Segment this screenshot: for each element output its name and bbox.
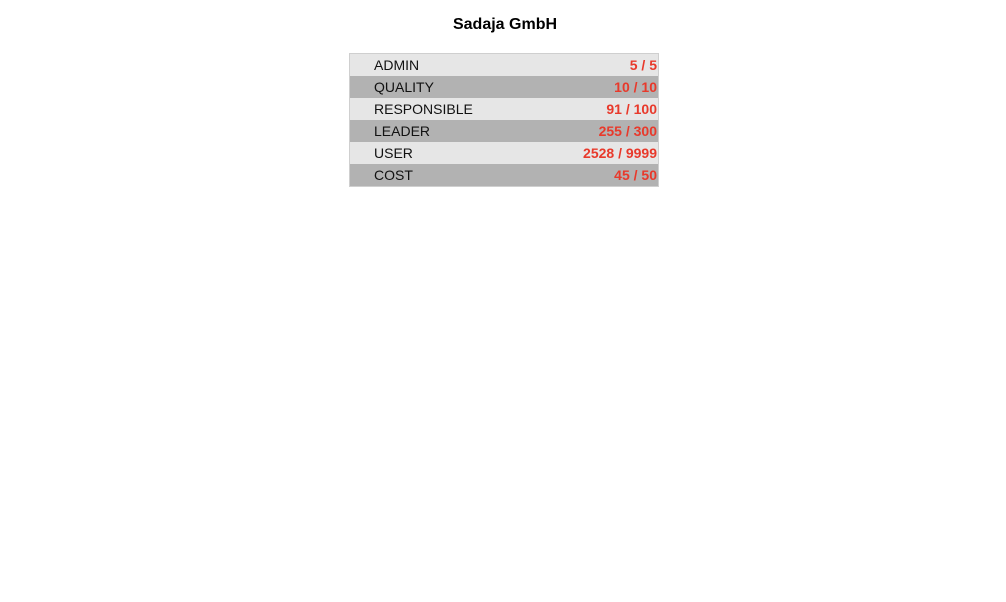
license-name: COST	[374, 167, 413, 183]
license-row-leader	[350, 120, 658, 142]
license-name: LEADER	[374, 123, 431, 139]
license-row-cost	[350, 164, 658, 186]
license-count: 2528 / 9999	[583, 145, 657, 161]
license-name: USER	[374, 145, 413, 161]
license-row-admin	[350, 54, 658, 76]
license-count: 10 / 10	[614, 79, 657, 95]
license-count: 5 / 5	[629, 57, 657, 73]
license-count: 255 / 300	[598, 123, 657, 139]
license-row-quality	[350, 76, 658, 98]
license-name: ADMIN	[374, 57, 420, 73]
license-count: 45 / 50	[614, 167, 657, 183]
license-count: 91 / 100	[606, 101, 657, 117]
license-row-user	[350, 142, 658, 164]
license-table	[349, 53, 659, 187]
company-title: Sadaja GmbH	[452, 16, 558, 33]
license-row-responsible	[350, 98, 658, 120]
license-name: RESPONSIBLE	[374, 101, 473, 117]
license-name: QUALITY	[374, 79, 434, 95]
